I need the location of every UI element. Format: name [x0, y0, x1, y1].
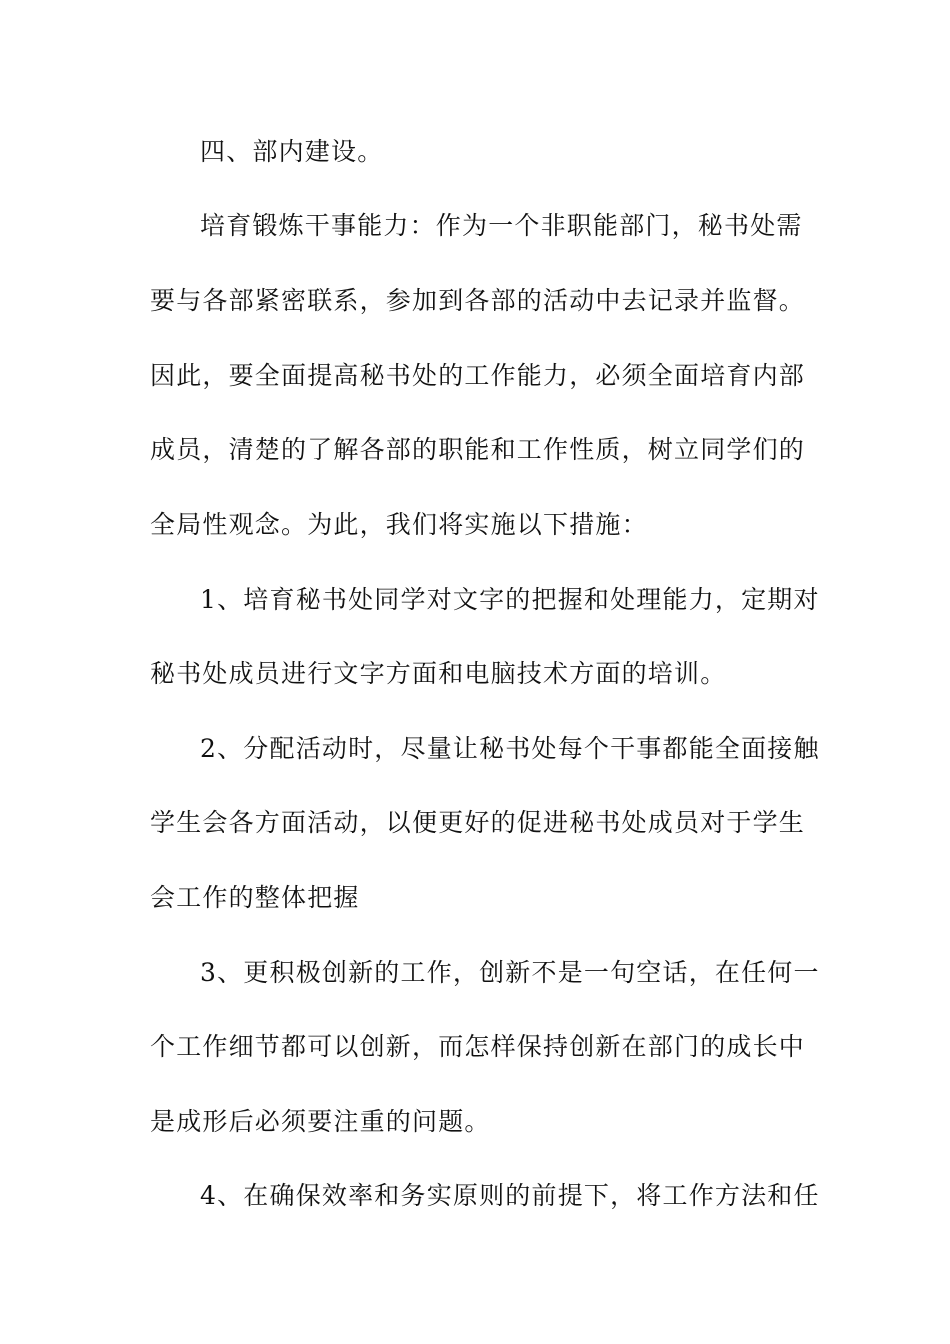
list-item-line: 秘书处成员进行文字方面和电脑技术方面的培训。 [150, 659, 727, 688]
list-item-line: 是成形后必须要注重的问题。 [150, 1107, 491, 1136]
paragraph-line: 成员，清楚的了解各部的职能和工作性质，树立同学们的 [150, 435, 806, 464]
list-item-line: 1、培育秘书处同学对文字的把握和处理能力，定期对 [200, 585, 820, 614]
list-item-line: 个工作细节都可以创新，而怎样保持创新在部门的成长中 [150, 1032, 806, 1061]
paragraph-line: 因此，要全面提高秘书处的工作能力，必须全面培育内部 [150, 361, 806, 390]
list-item-line: 学生会各方面活动，以便更好的促进秘书处成员对于学生 [150, 808, 806, 837]
section-heading: 四、部内建设。 [200, 137, 384, 166]
paragraph-line: 培育锻炼干事能力：作为一个非职能部门，秘书处需 [200, 211, 803, 240]
paragraph-line: 要与各部紧密联系，参加到各部的活动中去记录并监督。 [150, 286, 806, 315]
paragraph-line: 全局性观念。为此，我们将实施以下措施： [150, 510, 648, 539]
list-item-line: 3、更积极创新的工作，创新不是一句空话，在任何一 [200, 958, 820, 987]
list-item-line: 4、在确保效率和务实原则的前提下，将工作方法和任 [200, 1181, 820, 1210]
list-item-line: 2、分配活动时，尽量让秘书处每个干事都能全面接触 [200, 734, 820, 763]
list-item-line: 会工作的整体把握 [150, 883, 360, 912]
